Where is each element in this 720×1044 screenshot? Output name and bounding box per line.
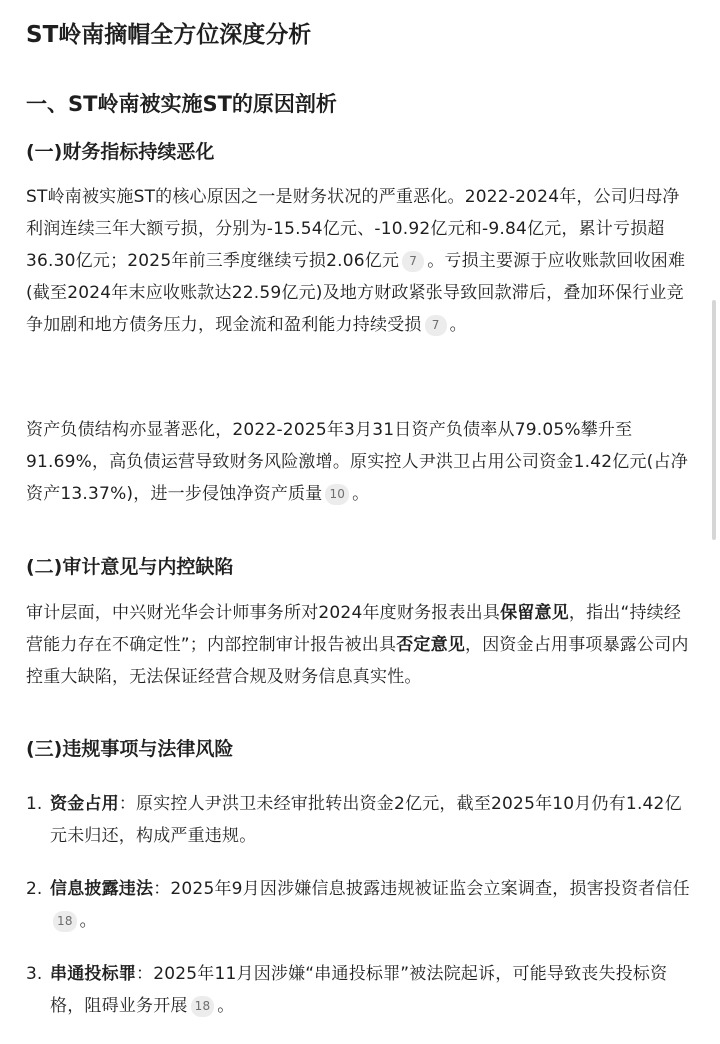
paragraph-text: ，指出“持续经营能力存在不确定性”；内部控制审计报告被出具 [26,603,682,655]
page-title: ST岭南摘帽全方位深度分析 [26,22,312,48]
list-item-body [50,788,694,852]
list-number: 3. [26,964,43,984]
list-item-body [50,958,694,1022]
list-number: 1. [26,794,43,814]
list-item-text: ：2025年9月因涉嫌信息披露违规被证监会立案调查，损害投资者信任 [153,879,690,899]
paragraph-text: 。 [352,484,370,504]
list-number: 2. [26,879,43,899]
paragraph-debt-structure [26,414,694,510]
citation-badge[interactable]: 10 [325,484,349,505]
paragraph-text: 。 [449,315,467,335]
list-item-bid-rigging [26,958,694,1022]
citation-badge[interactable]: 18 [53,911,77,932]
paragraph-audit-opinion [26,597,694,693]
subsection-heading-financial: (一)财务指标持续恶化 [26,141,215,163]
paragraph-text: ST岭南被实施ST的核心原因之一是财务状况的严重恶化。2022-2024年，公司归母净利润连续三年大额亏损，分别为-15.54亿元、-10.92亿元和-9.84亿元，累计亏损超36.30亿元；2025年前三季度继续亏损2.06亿元 [26,187,680,271]
paragraph-text: 。亏损主要源于应收账款回收困难(截至2024年末应收账款达22.59亿元)及地方财政紧张导致回款滞后，叠加环保行业竞争加剧和地方债务压力，现金流和盈利能力持续受损 [26,251,686,335]
subsection-heading-violations: (三)违规事项与法律风险 [26,738,234,760]
subsection-heading-audit: (二)审计意见与内控缺陷 [26,556,234,578]
emphasis-qualified-opinion: 保留意见 [500,603,569,623]
paragraph-text: 资产负债结构亦显著恶化，2022-2025年3月31日资产负债率从79.05%攀升至91.69%，高负债运营导致财务风险激增。原实控人尹洪卫占用公司资金1.42亿元(占净资产13.37%)，进一步侵蚀净资产质量 [26,420,688,504]
list-item-text: ：2025年11月因涉嫌“串通投标罪”被法院起诉，可能导致丧失投标资格，阻碍业务开展 [50,964,668,1016]
paragraph-text: ，因资金占用事项暴露公司内控重大缺陷，无法保证经营合规及财务信息真实性。 [26,635,689,687]
list-item-term: 信息披露违法 [50,879,154,899]
list-item-fund-occupation [26,788,694,852]
list-item-term: 串通投标罪 [50,964,136,984]
list-item-text: 。 [217,996,235,1016]
section-heading-reasons: 一、ST岭南被实施ST的原因剖析 [26,92,337,116]
list-item-text: 。 [79,911,97,931]
citation-badge[interactable]: 18 [191,996,215,1017]
scrollbar-thumb[interactable] [712,300,716,540]
citation-badge[interactable]: 7 [425,315,447,336]
list-item-body [50,873,694,937]
list-item-disclosure-violation [26,873,694,937]
emphasis-adverse-opinion: 否定意见 [396,635,466,655]
list-item-term: 资金占用 [50,794,119,814]
citation-badge[interactable]: 7 [402,251,424,272]
list-item-text: ：原实控人尹洪卫未经审批转出资金2亿元，截至2025年10月仍有1.42亿元未归还，构成严重违规。 [50,794,682,846]
paragraph-financial-losses [26,181,694,341]
paragraph-text: 审计层面，中兴财光华会计师事务所对2024年度财务报表出具 [26,603,501,623]
